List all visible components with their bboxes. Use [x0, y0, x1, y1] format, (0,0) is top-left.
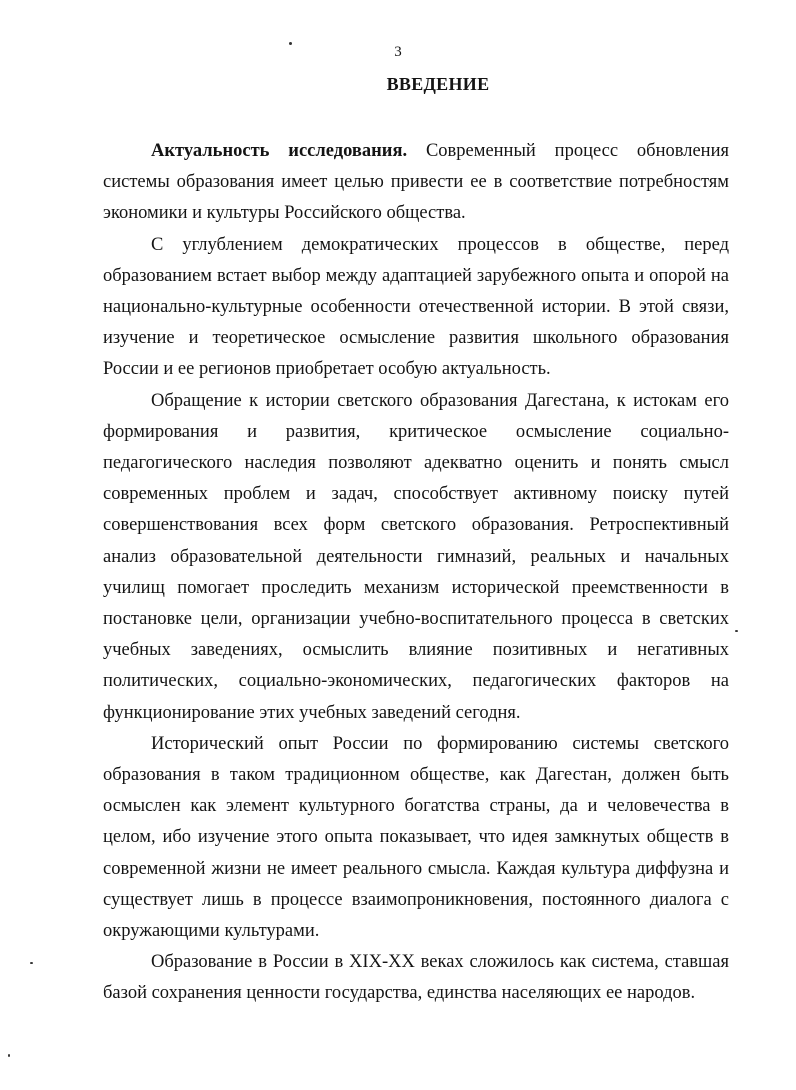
scan-speck: [8, 1054, 10, 1057]
body-text: [103, 136, 729, 1010]
scan-speck: [735, 630, 738, 632]
scan-speck: [30, 962, 33, 964]
paragraph-lead: Актуальность исследования.: [151, 141, 408, 161]
paragraph-text: Современный процесс обновления системы образования имеет целью привести ее в соответствие потребностям экономики и культуры Российского общества.: [103, 141, 729, 224]
page-number: 3: [394, 44, 402, 60]
section-heading: ВВЕДЕНИЕ: [386, 74, 490, 94]
paragraph-democratic-processes: С углублением демократических процессов в обществе, перед образованием встает выбор между адаптацией зарубежного опыта и опорой на национально-культурные особенности отечественной истории. В этой связи, изучение и теоретическое осмысление развития школьного образования России и ее регионов приобретает особую актуальность.: [103, 234, 729, 380]
paragraph-education-system: Образование в России в XIX-XX веках сложилось как система, ставшая базой сохранения ценности государства, единства населяющих ее народов.: [103, 952, 729, 1004]
paragraph-dagestan-history: Обращение к истории светского образования Дагестана, к истокам его формирования и развития, критическое осмысление социально-педагогического наследия позволяют адекватно оценить и понять смысл современных проблем и задач, способствует активному поиску путей совершенствования всех форм светского образования. Ретроспективный анализ образовательной деятельности гимназий, реальных и начальных училищ помогает проследить механизм исторической преемственности в постановке цели, организации учебно-воспитательного процесса в светских учебных заведениях, осмыслить влияние позитивных и негативных политических, социально-экономических, педагогических факторов на функционирование этих учебных заведений сегодня.: [103, 390, 729, 723]
paragraph-relevance: [103, 136, 729, 230]
paragraph-historical-experience: Исторический опыт России по формированию системы светского образования в таком традиционном обществе, как Дагестан, должен быть осмыслен как элемент культурного богатства страны, да и человечества в целом, ибо изучение этого опыта показывает, что идея замкнутых обществ в современной жизни не имеет реального смысла. Каждая культура диффузна и существует лишь в процессе взаимопроникновения, постоянного диалога с окружающими культурами.: [103, 733, 729, 942]
